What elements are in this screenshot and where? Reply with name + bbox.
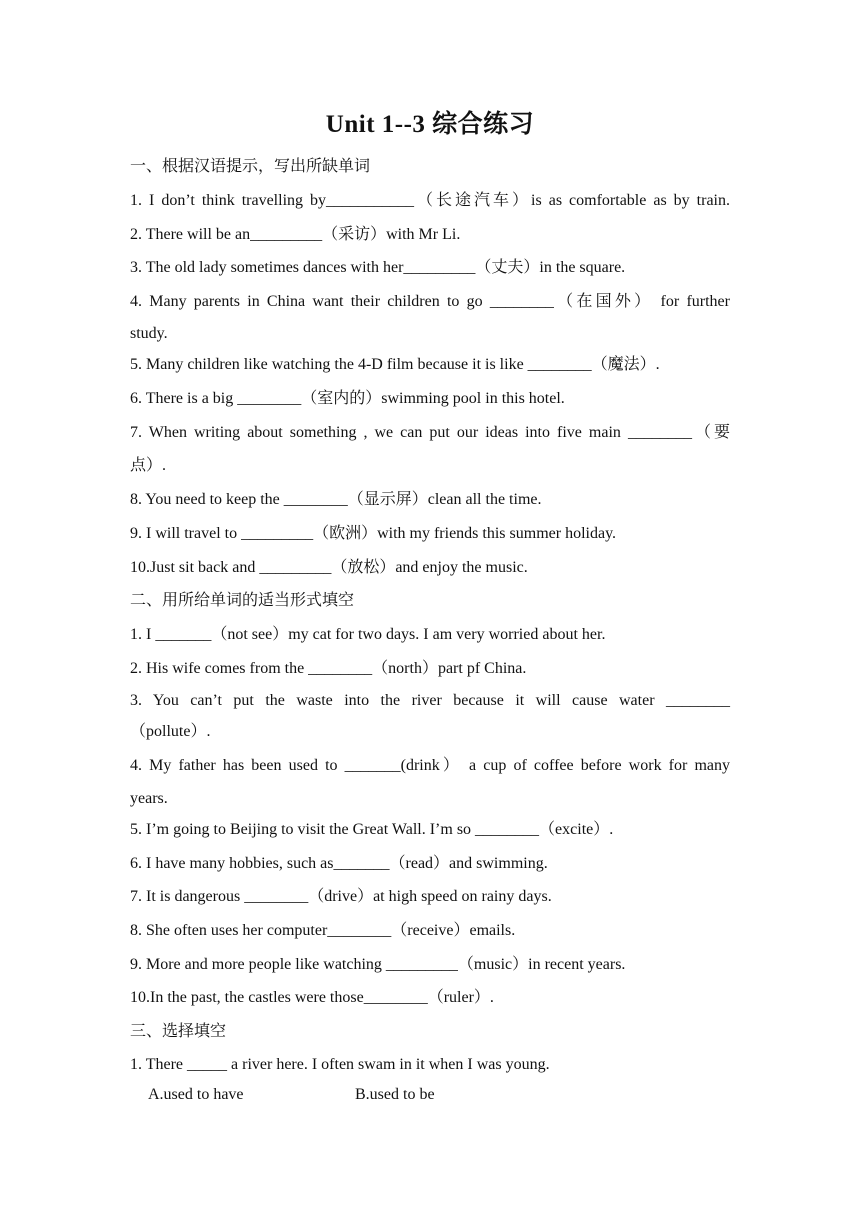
question-item: 7. When writing about something , we can put our ideas into five main ________（要 [130, 424, 730, 441]
question-item: 1. I _______（not see）my cat for two days. I am very worried about her. [130, 626, 606, 643]
question-item-continuation: 点）. [130, 457, 167, 474]
question-item: 6. There is a big ________（室内的）swimming pool in this hotel. [130, 390, 565, 407]
page-title: Unit 1--3 综合练习 [325, 111, 535, 138]
question-item: 5. I’m going to Beijing to visit the Great Wall. I’m so ________（excite）. [130, 821, 614, 838]
question-item-continuation: years. [130, 790, 168, 807]
section-heading-2: 二、用所给单词的适当形式填空 [130, 592, 355, 609]
question-item: 4. My father has been used to _______(drink） a cup of coffee before work for many [130, 757, 730, 774]
question-item: 10.In the past, the castles were those________（ruler）. [130, 989, 494, 1006]
question-item: 4. Many parents in China want their children to go ________（在国外） for further [130, 293, 730, 310]
question-item: 9. I will travel to _________（欧洲）with my friends this summer holiday. [130, 525, 617, 542]
question-item: 1. I don’t think travelling by___________（长途汽车）is as comfortable as by train. [130, 192, 730, 209]
question-item: 2. His wife comes from the ________（north）part pf China. [130, 660, 527, 677]
question-item-continuation: （pollute）. [130, 723, 211, 740]
section-heading-3: 三、选择填空 [130, 1023, 227, 1040]
question-item: 3. You can’t put the waste into the river because it will cause water ________ [130, 692, 730, 709]
question-item: 8. She often uses her computer________（receive）emails. [130, 922, 516, 939]
question-item: 3. The old lady sometimes dances with her_________（丈夫）in the square. [130, 259, 626, 276]
question-item: 9. More and more people like watching _________（music）in recent years. [130, 956, 626, 973]
option-a: A.used to have [148, 1086, 244, 1103]
question-item: 2. There will be an_________（采访）with Mr Li. [130, 226, 461, 243]
question-item: 5. Many children like watching the 4-D film because it is like ________（魔法）. [130, 356, 660, 373]
option-b: B.used to be [355, 1086, 435, 1103]
question-item: 8. You need to keep the ________（显示屏）clean all the time. [130, 491, 542, 508]
question-item: 6. I have many hobbies, such as_______（read）and swimming. [130, 855, 548, 872]
question-item: 10.Just sit back and _________（放松）and enjoy the music. [130, 559, 528, 576]
section-heading-1: 一、根据汉语提示，写出所缺单词 [130, 158, 371, 175]
question-item-continuation: study. [130, 325, 168, 342]
question-item: 1. There _____ a river here. I often swam in it when I was young. [130, 1056, 550, 1073]
question-item: 7. It is dangerous ________（drive）at high speed on rainy days. [130, 888, 552, 905]
